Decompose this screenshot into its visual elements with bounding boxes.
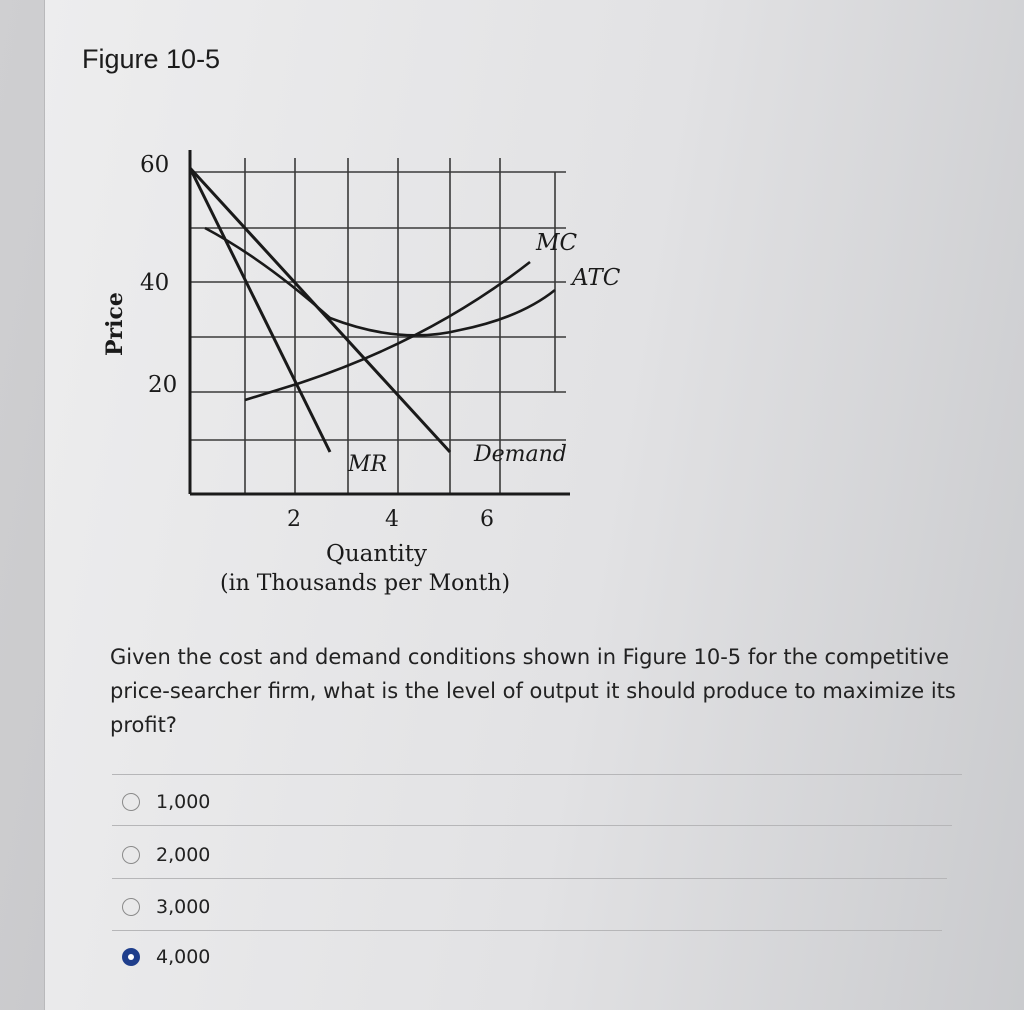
y-tick-60: 60: [140, 152, 170, 178]
answer-option-label: 3,000: [156, 896, 211, 918]
answer-option[interactable]: [122, 942, 210, 972]
divider: [112, 825, 952, 826]
answer-option-label: 4,000: [156, 946, 211, 968]
x-tick-6: 6: [480, 507, 494, 532]
mr-label: MR: [348, 452, 388, 477]
x-axis-sublabel: (in Thousands per Month): [220, 571, 511, 596]
radio-button[interactable]: [122, 898, 140, 916]
answer-option-label: 2,000: [156, 844, 211, 866]
y-axis-label: Price: [102, 292, 128, 356]
figure-title: Figure 10-5: [82, 44, 221, 74]
radio-button[interactable]: [122, 793, 140, 811]
x-tick-2: 2: [287, 507, 301, 532]
mr-curve: [190, 168, 330, 452]
answer-option[interactable]: [122, 840, 210, 870]
answer-option[interactable]: [122, 787, 210, 817]
demand-label: Demand: [474, 442, 567, 467]
x-tick-4: 4: [385, 507, 399, 532]
radio-button[interactable]: [122, 948, 140, 966]
divider: [112, 878, 947, 879]
divider: [112, 774, 962, 775]
y-tick-40: 40: [140, 270, 170, 296]
answer-option-label: 1,000: [156, 791, 211, 813]
y-tick-20: 20: [148, 372, 178, 398]
answer-option[interactable]: [122, 892, 210, 922]
radio-button[interactable]: [122, 846, 140, 864]
x-axis-label: Quantity: [326, 541, 428, 567]
question-text: Given the cost and demand conditions shown in Figure 10-5 for the competitive price-searcher firm, what is the level of output it should produce to maximize its profit?: [110, 645, 956, 737]
atc-label: ATC: [572, 265, 621, 291]
mc-label: MC: [536, 230, 578, 256]
divider: [112, 930, 942, 931]
